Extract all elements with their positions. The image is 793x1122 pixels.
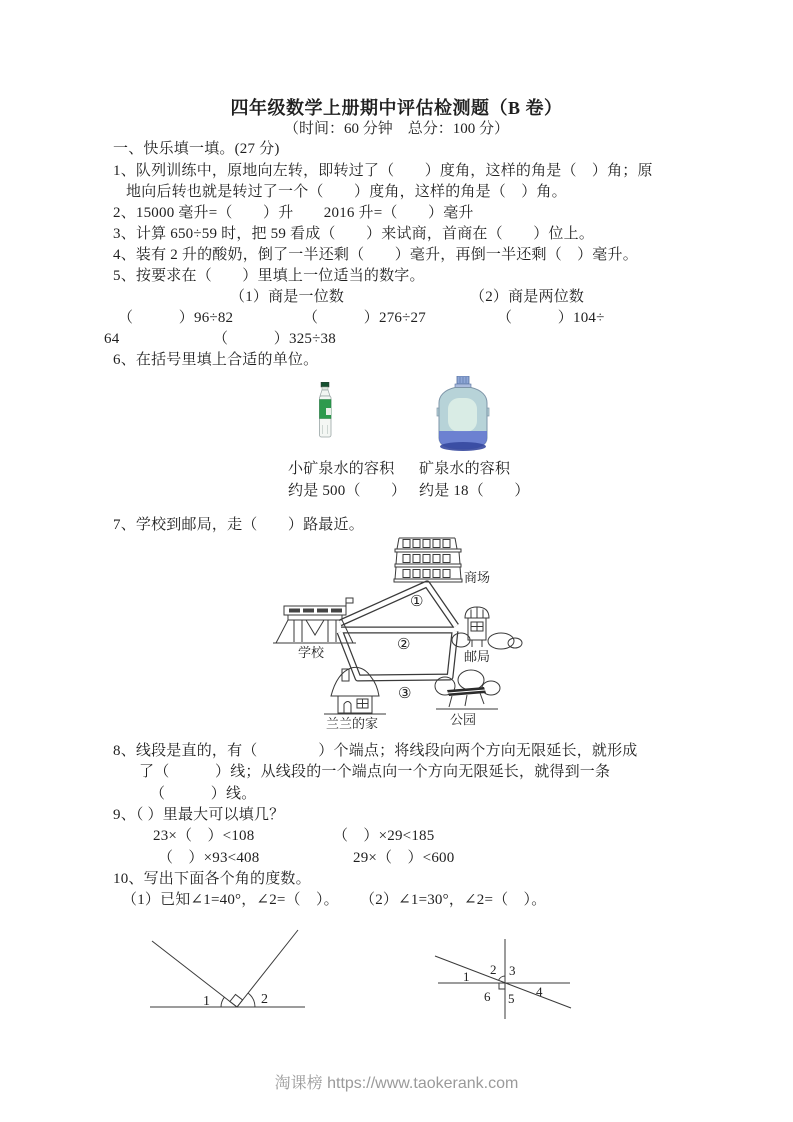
map-label-post-office: 邮局 — [464, 649, 491, 664]
angle-diagram-2 — [430, 935, 580, 1025]
diagram2-angle-4-label: 4 — [536, 984, 543, 999]
question-1-line2: 地向后转也就是转过了一个（ ）度角，这样的角是（ ）角。 — [126, 184, 567, 200]
map-label-mall: 商场 — [464, 570, 491, 585]
question-5-item-3: （ ）104÷ — [497, 310, 605, 326]
question-4: 4、装有 2 升的酸奶，倒了一半还剩（ ）毫升，再倒一半还剩（ ）毫升。 — [113, 247, 638, 263]
small-bottle-caption-line2: 约是 500（ ） — [288, 483, 407, 499]
big-bottle-caption-line2: 约是 18（ ） — [419, 483, 530, 499]
question-8-line1: 8、线段是直的，有（ ）个端点；将线段向两个方向无限延长，就形成 — [113, 743, 638, 759]
small-bottle-caption-line1: 小矿泉水的容积 — [288, 461, 395, 477]
diagram2-angle-6-label: 6 — [484, 989, 491, 1004]
question-10-sub-2: （2）∠1=30°，∠2=（ ）。 — [360, 892, 547, 908]
question-9-item-3: （ ）×93<408 — [158, 850, 260, 866]
diagram2-angle-3-label: 3 — [509, 963, 516, 978]
big-water-bottle-illustration — [436, 376, 490, 454]
question-8-line2: 了（ ）线；从线段的一个端点向一个方向无限延长，就得到一条 — [139, 764, 611, 780]
question-5-item-4: （ ）325÷38 — [213, 331, 336, 347]
roads — [340, 584, 456, 678]
map-route-1-label: ① — [410, 592, 424, 610]
page-title: 四年级数学上册期中评估检测题（B 卷） — [230, 98, 563, 118]
diagram1-angle-2-label: 2 — [261, 992, 268, 1007]
question-5-item-2: （ ）276÷27 — [303, 310, 426, 326]
question-10: 10、写出下面各个角的度数。 — [113, 871, 311, 887]
angle-diagram-1 — [140, 925, 310, 1020]
map-route-2-label: ② — [397, 635, 411, 653]
big-bottle-caption-line1: 矿泉水的容积 — [419, 461, 511, 477]
question-10-sub-1: （1）已知∠1=40°，∠2=（ ）。 — [122, 892, 339, 908]
question-5-option-2: （2）商是两位数 — [470, 289, 585, 305]
map-route-3-label: ③ — [398, 684, 412, 702]
map-label-school: 学校 — [298, 645, 325, 660]
map-label-home: 兰兰的家 — [326, 716, 379, 731]
diagram2-angle-5-label: 5 — [508, 991, 515, 1006]
question-9-item-1: 23×（ ）<108 — [153, 828, 255, 844]
question-5-item-4-prefix: 64 — [104, 331, 120, 347]
question-5-option-1: （1）商是一位数 — [230, 289, 345, 305]
mall-illustration — [394, 538, 462, 582]
question-9-item-2: （ ）×29<185 — [333, 828, 435, 844]
question-3: 3、计算 650÷59 时，把 59 看成（ ）来试商，首商在（ ）位上。 — [113, 226, 595, 242]
question-6: 6、在括号里填上合适的单位。 — [113, 352, 319, 368]
small-water-bottle-illustration — [313, 382, 337, 438]
diagram2-angle-1-label: 1 — [463, 969, 470, 984]
question-5: 5、按要求在（ ）里填上一位适当的数字。 — [113, 268, 425, 284]
question-9: 9、（ ）里最大可以填几？ — [113, 807, 285, 823]
site-watermark: 淘课榜 https://www.taokerank.com — [274, 1075, 519, 1092]
question-2: 2、15000 毫升=（ ）升 2016 升=（ ）毫升 — [113, 205, 474, 221]
route-map-illustration — [258, 530, 528, 735]
section-heading: 一、快乐填一填。(27 分) — [113, 141, 280, 157]
diagram1-angle-1-label: 1 — [203, 994, 210, 1009]
diagram2-angle-2-label: 2 — [490, 962, 497, 977]
question-8-line3: （ ）线。 — [150, 786, 257, 802]
question-1-line1: 1、队列训练中，原地向左转，即转过了（ ）度角，这样的角是（ ）角；原 — [113, 163, 653, 179]
post-office-illustration — [452, 607, 522, 649]
question-7: 7、学校到邮局，走（ ）路最近。 — [113, 517, 364, 533]
page-subtitle: （时间：60 分钟 总分：100 分） — [283, 121, 509, 137]
question-5-item-1: （ ）96÷82 — [118, 310, 234, 326]
question-9-item-4: 29×（ ）<600 — [353, 850, 455, 866]
map-label-park: 公园 — [450, 712, 477, 727]
